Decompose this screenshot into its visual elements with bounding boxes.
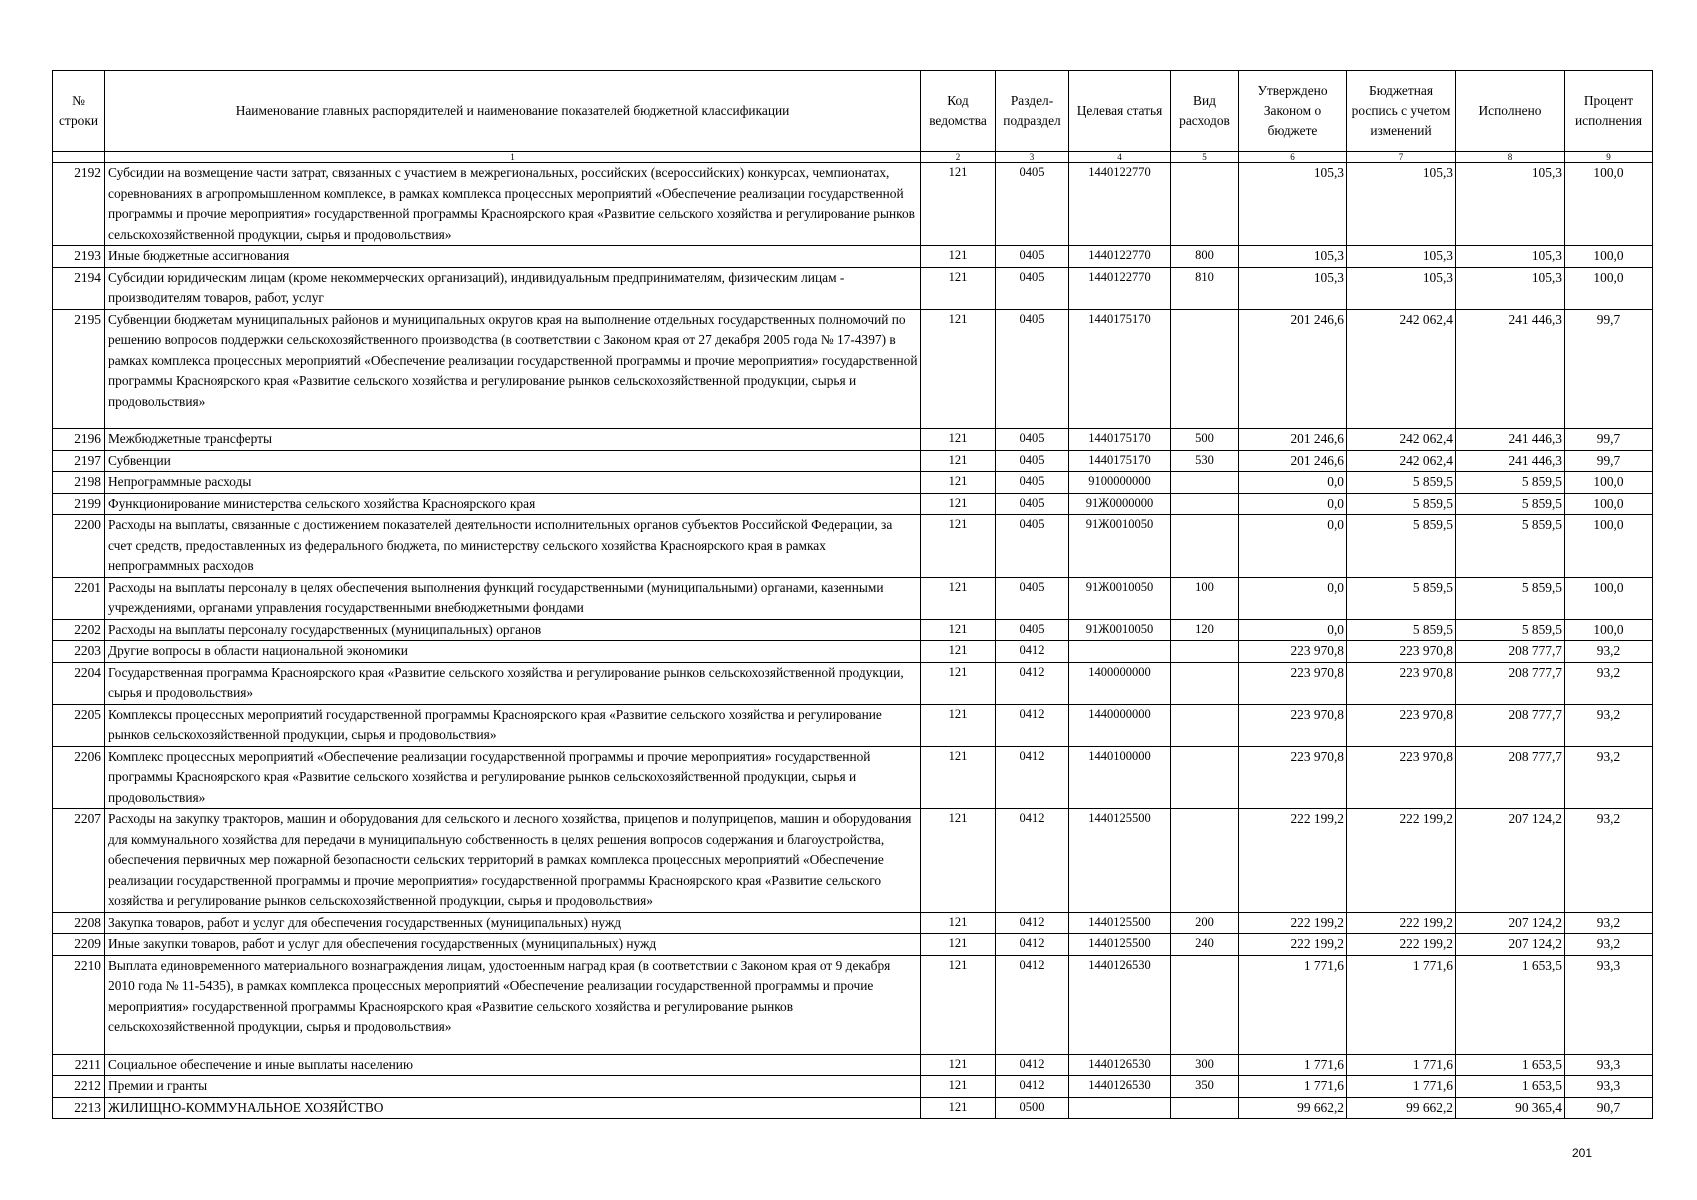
row-expense-type (1171, 309, 1239, 429)
row-name: Другие вопросы в области национальной экономики (105, 641, 921, 663)
row-name: Премии и гранты (105, 1076, 921, 1098)
table-header (53, 71, 1653, 163)
table-row (53, 450, 1653, 472)
row-executed: 208 777,7 (1456, 746, 1565, 809)
row-expense-type: 500 (1171, 429, 1239, 451)
row-budget-schedule: 222 199,2 (1347, 809, 1456, 913)
row-name: Государственная программа Красноярского края «Развитие сельского хозяйства и регулирование рынков сельскохозяйственной продукции, сырья и продовольствия» (105, 662, 921, 704)
row-approved: 99 662,2 (1239, 1097, 1347, 1119)
row-number: 2192 (53, 163, 105, 246)
row-executed: 5 859,5 (1456, 577, 1565, 619)
row-executed: 241 446,3 (1456, 429, 1565, 451)
row-number: 2194 (53, 267, 105, 309)
row-target-article: 91Ж0010050 (1069, 577, 1171, 619)
row-percent: 90,7 (1565, 1097, 1653, 1119)
row-number: 2201 (53, 577, 105, 619)
row-percent: 100,0 (1565, 577, 1653, 619)
row-expense-type: 120 (1171, 619, 1239, 641)
row-number: 2197 (53, 450, 105, 472)
row-approved: 222 199,2 (1239, 934, 1347, 956)
row-approved: 105,3 (1239, 246, 1347, 268)
row-expense-type (1171, 1097, 1239, 1119)
row-dept-code: 121 (921, 577, 996, 619)
row-dept-code: 121 (921, 450, 996, 472)
row-dept-code: 121 (921, 163, 996, 246)
row-budget-schedule: 222 199,2 (1347, 912, 1456, 934)
row-approved: 0,0 (1239, 577, 1347, 619)
header-target-article: Целевая статья (1069, 71, 1171, 152)
row-name: Комплекс процессных мероприятий «Обеспечение реализации государственной программы и прочие мероприятия» государственной программы Красноярского края «Развитие сельского хозяйства и регулирование рынков сельскохозяйственной продукции, сырья и продовольствия» (105, 746, 921, 809)
row-budget-schedule: 1 771,6 (1347, 1076, 1456, 1098)
row-percent: 100,0 (1565, 493, 1653, 515)
row-target-article: 1440175170 (1069, 309, 1171, 429)
row-target-article: 1440175170 (1069, 450, 1171, 472)
row-name: Социальное обеспечение и иные выплаты населению (105, 1054, 921, 1076)
row-percent: 100,0 (1565, 619, 1653, 641)
row-dept-code: 121 (921, 246, 996, 268)
row-approved: 222 199,2 (1239, 912, 1347, 934)
row-target-article: 1440126530 (1069, 955, 1171, 1054)
row-budget-schedule: 105,3 (1347, 267, 1456, 309)
row-target-article: 1440000000 (1069, 704, 1171, 746)
row-target-article (1069, 641, 1171, 663)
row-section: 0412 (996, 934, 1069, 956)
row-name: Субсидии юридическим лицам (кроме некоммерческих организаций), индивидуальным предпринимателям, физическим лицам - производителям товаров, работ, услуг (105, 267, 921, 309)
row-expense-type: 240 (1171, 934, 1239, 956)
row-dept-code: 121 (921, 1097, 996, 1119)
row-approved: 223 970,8 (1239, 746, 1347, 809)
row-section: 0405 (996, 577, 1069, 619)
table-row (53, 267, 1653, 309)
row-dept-code: 121 (921, 641, 996, 663)
row-expense-type (1171, 472, 1239, 494)
row-dept-code: 121 (921, 493, 996, 515)
row-section: 0412 (996, 662, 1069, 704)
row-target-article: 91Ж0010050 (1069, 619, 1171, 641)
row-dept-code: 121 (921, 472, 996, 494)
row-dept-code: 121 (921, 1076, 996, 1098)
row-expense-type: 200 (1171, 912, 1239, 934)
row-section: 0412 (996, 704, 1069, 746)
row-section: 0412 (996, 955, 1069, 1054)
row-name: Расходы на закупку тракторов, машин и оборудования для сельского и лесного хозяйства, прицепов и полуприцепов, машин и оборудования для коммунального хозяйства для передачи в муниципальную собственность в целях решения вопросов содержания и благоустройства, обеспечения первичных мер пожарной безопасности сельских территорий в рамках комплекса процессных мероприятий «Обеспечение реализации государственной программы и прочие мероприятия» государственной программы Красноярского края «Развитие сельского хозяйства и регулирование рынков сельскохозяйственной продукции, сырья и продовольствия» (105, 809, 921, 913)
row-name: Комплексы процессных мероприятий государственной программы Красноярского края «Развитие сельского хозяйства и регулирование рынков сельскохозяйственной продукции, сырья и продовольствия» (105, 704, 921, 746)
row-expense-type: 100 (1171, 577, 1239, 619)
row-dept-code: 121 (921, 955, 996, 1054)
row-target-article: 9100000000 (1069, 472, 1171, 494)
row-expense-type (1171, 662, 1239, 704)
table-row (53, 515, 1653, 578)
row-section: 0405 (996, 246, 1069, 268)
row-target-article: 1440125500 (1069, 912, 1171, 934)
row-dept-code: 121 (921, 809, 996, 913)
row-budget-schedule: 5 859,5 (1347, 472, 1456, 494)
row-number: 2195 (53, 309, 105, 429)
row-percent: 99,7 (1565, 309, 1653, 429)
header-approved: Утверждено Законом о бюджете (1239, 71, 1347, 152)
header-percent: Процент исполнения (1565, 71, 1653, 152)
table-row (53, 309, 1653, 429)
row-dept-code: 121 (921, 934, 996, 956)
row-name: Субсидии на возмещение части затрат, связанных с участием в межрегиональных, российских (всероссийских) конкурсах, чемпионатах, соревнованиях в агропромышленном комплексе, в рамках комплекса процессных мероприятий «Обеспечение реализации государственной программы и прочие мероприятия» государственной программы Красноярского края «Развитие сельского хозяйства и регулирование рынков сельскохозяйственной продукции, сырья и продовольствия» (105, 163, 921, 246)
row-executed: 241 446,3 (1456, 450, 1565, 472)
header-name: Наименование главных распорядителей и наименование показателей бюджетной классификации (105, 71, 921, 152)
row-section: 0405 (996, 163, 1069, 246)
table-body (53, 163, 1653, 1119)
row-approved: 0,0 (1239, 472, 1347, 494)
row-budget-schedule: 5 859,5 (1347, 515, 1456, 578)
row-name: Межбюджетные трансферты (105, 429, 921, 451)
column-number: 5 (1171, 152, 1239, 163)
row-approved: 201 246,6 (1239, 450, 1347, 472)
row-name: Функционирование министерства сельского хозяйства Красноярского края (105, 493, 921, 515)
header-budget-schedule: Бюджетная роспись с учетом изменений (1347, 71, 1456, 152)
header-row-number: № строки (53, 71, 105, 152)
row-executed: 1 653,5 (1456, 1076, 1565, 1098)
row-executed: 208 777,7 (1456, 704, 1565, 746)
row-target-article (1069, 1097, 1171, 1119)
row-executed: 1 653,5 (1456, 955, 1565, 1054)
row-dept-code: 121 (921, 515, 996, 578)
row-executed: 1 653,5 (1456, 1054, 1565, 1076)
row-approved: 0,0 (1239, 515, 1347, 578)
column-number: 9 (1565, 152, 1653, 163)
header-expense-type: Вид расходов (1171, 71, 1239, 152)
row-expense-type (1171, 955, 1239, 1054)
header-executed: Исполнено (1456, 71, 1565, 152)
row-expense-type: 300 (1171, 1054, 1239, 1076)
row-executed: 5 859,5 (1456, 515, 1565, 578)
row-section: 0412 (996, 912, 1069, 934)
column-number: 2 (921, 152, 996, 163)
row-percent: 100,0 (1565, 472, 1653, 494)
table-row (53, 662, 1653, 704)
row-executed: 105,3 (1456, 163, 1565, 246)
row-number: 2193 (53, 246, 105, 268)
row-number: 2205 (53, 704, 105, 746)
row-budget-schedule: 5 859,5 (1347, 577, 1456, 619)
row-target-article: 1440125500 (1069, 809, 1171, 913)
table-row (53, 704, 1653, 746)
row-approved: 105,3 (1239, 163, 1347, 246)
table-row (53, 809, 1653, 913)
row-dept-code: 121 (921, 309, 996, 429)
row-executed: 207 124,2 (1456, 912, 1565, 934)
row-approved: 1 771,6 (1239, 1054, 1347, 1076)
row-number: 2212 (53, 1076, 105, 1098)
table-row (53, 1054, 1653, 1076)
row-approved: 105,3 (1239, 267, 1347, 309)
row-name: Субвенции бюджетам муниципальных районов и муниципальных округов края на выполнение отдельных государственных полномочий по решению вопросов поддержки сельскохозяйственного производства (в соответствии с Законом края от 27 декабря 2005 года № 17-4397) в рамках комплекса процессных мероприятий «Обеспечение реализации государственной программы и прочие мероприятия» государственной программы Красноярского края «Развитие сельского хозяйства и регулирование рынков сельскохозяйственной продукции, сырья и продовольствия» (105, 309, 921, 429)
row-approved: 223 970,8 (1239, 641, 1347, 663)
row-section: 0412 (996, 641, 1069, 663)
row-approved: 223 970,8 (1239, 662, 1347, 704)
row-number: 2210 (53, 955, 105, 1054)
row-section: 0412 (996, 809, 1069, 913)
row-dept-code: 121 (921, 912, 996, 934)
row-expense-type (1171, 641, 1239, 663)
row-name: ЖИЛИЩНО-КОММУНАЛЬНОЕ ХОЗЯЙСТВО (105, 1097, 921, 1119)
row-name: Иные закупки товаров, работ и услуг для обеспечения государственных (муниципальных) нужд (105, 934, 921, 956)
table-row (53, 1076, 1653, 1098)
row-section: 0405 (996, 429, 1069, 451)
row-dept-code: 121 (921, 429, 996, 451)
row-target-article: 1440122770 (1069, 267, 1171, 309)
row-number: 2208 (53, 912, 105, 934)
row-number: 2207 (53, 809, 105, 913)
row-expense-type (1171, 515, 1239, 578)
row-name: Расходы на выплаты персоналу государственных (муниципальных) органов (105, 619, 921, 641)
row-approved: 0,0 (1239, 493, 1347, 515)
row-dept-code: 121 (921, 746, 996, 809)
column-number: 6 (1239, 152, 1347, 163)
row-target-article: 1440126530 (1069, 1054, 1171, 1076)
row-target-article: 1440100000 (1069, 746, 1171, 809)
row-section: 0412 (996, 1076, 1069, 1098)
column-number: 1 (105, 152, 921, 163)
table-row (53, 246, 1653, 268)
row-name: Субвенции (105, 450, 921, 472)
row-number: 2211 (53, 1054, 105, 1076)
table-row (53, 577, 1653, 619)
row-executed: 208 777,7 (1456, 662, 1565, 704)
row-executed: 241 446,3 (1456, 309, 1565, 429)
row-name: Закупка товаров, работ и услуг для обеспечения государственных (муниципальных) нужд (105, 912, 921, 934)
row-budget-schedule: 105,3 (1347, 163, 1456, 246)
row-dept-code: 121 (921, 662, 996, 704)
row-number: 2202 (53, 619, 105, 641)
row-percent: 93,3 (1565, 1054, 1653, 1076)
column-number: 8 (1456, 152, 1565, 163)
row-number: 2203 (53, 641, 105, 663)
table-row (53, 472, 1653, 494)
row-target-article: 91Ж0000000 (1069, 493, 1171, 515)
budget-execution-table (52, 70, 1653, 1119)
row-percent: 93,2 (1565, 641, 1653, 663)
row-percent: 100,0 (1565, 515, 1653, 578)
row-number: 2209 (53, 934, 105, 956)
row-approved: 201 246,6 (1239, 429, 1347, 451)
row-executed: 5 859,5 (1456, 472, 1565, 494)
row-number: 2213 (53, 1097, 105, 1119)
row-dept-code: 121 (921, 267, 996, 309)
row-percent: 93,3 (1565, 1076, 1653, 1098)
row-target-article: 1440126530 (1069, 1076, 1171, 1098)
row-section: 0412 (996, 1054, 1069, 1076)
column-number-row (53, 152, 1653, 163)
column-number-blank (53, 152, 105, 163)
row-approved: 1 771,6 (1239, 955, 1347, 1054)
page-number: 201 (1572, 1146, 1593, 1160)
table-row (53, 912, 1653, 934)
column-number: 7 (1347, 152, 1456, 163)
table-row (53, 641, 1653, 663)
row-section: 0412 (996, 746, 1069, 809)
row-approved: 223 970,8 (1239, 704, 1347, 746)
row-target-article: 1440175170 (1069, 429, 1171, 451)
row-expense-type (1171, 746, 1239, 809)
row-budget-schedule: 223 970,8 (1347, 746, 1456, 809)
row-approved: 1 771,6 (1239, 1076, 1347, 1098)
row-expense-type (1171, 493, 1239, 515)
row-dept-code: 121 (921, 704, 996, 746)
column-number: 3 (996, 152, 1069, 163)
row-expense-type: 350 (1171, 1076, 1239, 1098)
row-percent: 100,0 (1565, 246, 1653, 268)
row-budget-schedule: 5 859,5 (1347, 619, 1456, 641)
budget-report-sheet (52, 70, 1652, 1119)
row-target-article: 1400000000 (1069, 662, 1171, 704)
row-expense-type: 810 (1171, 267, 1239, 309)
row-budget-schedule: 105,3 (1347, 246, 1456, 268)
row-target-article: 91Ж0010050 (1069, 515, 1171, 578)
row-budget-schedule: 223 970,8 (1347, 641, 1456, 663)
table-row (53, 429, 1653, 451)
row-percent: 93,2 (1565, 662, 1653, 704)
row-target-article: 1440125500 (1069, 934, 1171, 956)
row-budget-schedule: 242 062,4 (1347, 429, 1456, 451)
row-percent: 100,0 (1565, 267, 1653, 309)
table-row (53, 934, 1653, 956)
row-budget-schedule: 242 062,4 (1347, 309, 1456, 429)
table-row (53, 955, 1653, 1054)
row-dept-code: 121 (921, 1054, 996, 1076)
row-percent: 93,2 (1565, 809, 1653, 913)
column-number: 4 (1069, 152, 1171, 163)
row-section: 0405 (996, 450, 1069, 472)
table-row (53, 493, 1653, 515)
row-number: 2204 (53, 662, 105, 704)
row-executed: 207 124,2 (1456, 809, 1565, 913)
row-budget-schedule: 223 970,8 (1347, 662, 1456, 704)
row-target-article: 1440122770 (1069, 163, 1171, 246)
row-percent: 99,7 (1565, 450, 1653, 472)
row-executed: 207 124,2 (1456, 934, 1565, 956)
header-dept-code: Код ведомства (921, 71, 996, 152)
row-executed: 5 859,5 (1456, 619, 1565, 641)
row-executed: 105,3 (1456, 267, 1565, 309)
row-expense-type: 800 (1171, 246, 1239, 268)
row-section: 0405 (996, 493, 1069, 515)
row-dept-code: 121 (921, 619, 996, 641)
row-expense-type (1171, 704, 1239, 746)
table-row (53, 619, 1653, 641)
row-section: 0405 (996, 472, 1069, 494)
table-row (53, 1097, 1653, 1119)
row-section: 0405 (996, 267, 1069, 309)
row-name: Непрограммные расходы (105, 472, 921, 494)
row-expense-type (1171, 163, 1239, 246)
row-number: 2199 (53, 493, 105, 515)
row-executed: 208 777,7 (1456, 641, 1565, 663)
row-expense-type: 530 (1171, 450, 1239, 472)
row-name: Выплата единовременного материального вознаграждения лицам, удостоенным наград края (в соответствии с Законом края от 9 декабря 2010 года № 11-5435), в рамках комплекса процессных мероприятий «Обеспечение реализации государственной программы и прочие мероприятия» государственной программы Красноярского края «Развитие сельского хозяйства и регулирование рынков сельскохозяйственной продукции, сырья и продовольствия» (105, 955, 921, 1054)
row-percent: 93,2 (1565, 912, 1653, 934)
row-number: 2206 (53, 746, 105, 809)
table-row (53, 163, 1653, 246)
row-name: Иные бюджетные ассигнования (105, 246, 921, 268)
row-budget-schedule: 99 662,2 (1347, 1097, 1456, 1119)
row-section: 0405 (996, 515, 1069, 578)
row-approved: 0,0 (1239, 619, 1347, 641)
row-budget-schedule: 5 859,5 (1347, 493, 1456, 515)
table-row (53, 746, 1653, 809)
row-budget-schedule: 222 199,2 (1347, 934, 1456, 956)
row-budget-schedule: 242 062,4 (1347, 450, 1456, 472)
row-section: 0405 (996, 619, 1069, 641)
row-percent: 100,0 (1565, 163, 1653, 246)
row-expense-type (1171, 809, 1239, 913)
row-percent: 99,7 (1565, 429, 1653, 451)
row-executed: 5 859,5 (1456, 493, 1565, 515)
row-percent: 93,2 (1565, 746, 1653, 809)
row-percent: 93,2 (1565, 934, 1653, 956)
row-number: 2196 (53, 429, 105, 451)
row-budget-schedule: 1 771,6 (1347, 955, 1456, 1054)
row-budget-schedule: 1 771,6 (1347, 1054, 1456, 1076)
header-section: Раздел-подраздел (996, 71, 1069, 152)
row-budget-schedule: 223 970,8 (1347, 704, 1456, 746)
row-approved: 222 199,2 (1239, 809, 1347, 913)
row-name: Расходы на выплаты персоналу в целях обеспечения выполнения функций государственными (муниципальными) органами, казенными учреждениями, органами управления государственными внебюджетными фондами (105, 577, 921, 619)
row-section: 0500 (996, 1097, 1069, 1119)
row-executed: 105,3 (1456, 246, 1565, 268)
row-percent: 93,2 (1565, 704, 1653, 746)
row-approved: 201 246,6 (1239, 309, 1347, 429)
row-executed: 90 365,4 (1456, 1097, 1565, 1119)
row-number: 2200 (53, 515, 105, 578)
row-section: 0405 (996, 309, 1069, 429)
row-target-article: 1440122770 (1069, 246, 1171, 268)
row-number: 2198 (53, 472, 105, 494)
row-percent: 93,3 (1565, 955, 1653, 1054)
row-name: Расходы на выплаты, связанные с достижением показателей деятельности исполнительных органов субъектов Российской Федерации, за счет средств, предоставленных из федерального бюджета, по министерству сельского хозяйства Красноярского края в рамках непрограммных расходов (105, 515, 921, 578)
